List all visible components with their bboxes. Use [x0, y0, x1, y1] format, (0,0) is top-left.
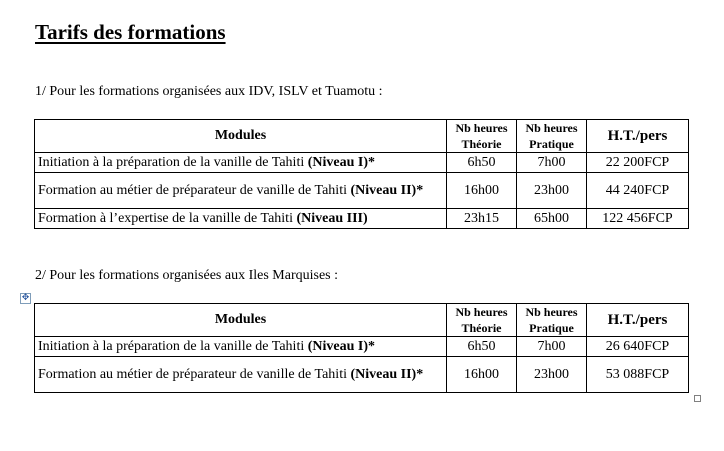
table-row [35, 357, 689, 393]
price-cell: 22 200FCP [587, 153, 689, 173]
price-cell: 44 240FCP [587, 173, 689, 209]
module-cell [35, 173, 447, 209]
module-level: (Niveau III) [296, 210, 368, 226]
table-header-row [35, 120, 689, 153]
column-header-theorie [447, 304, 517, 337]
theorie-hours: 16h00 [447, 357, 517, 393]
column-header-theorie-line2: Théorie [461, 137, 502, 151]
table-row [35, 173, 689, 209]
module-level: (Niveau I)* [307, 338, 375, 354]
column-header-pratique-line1: Nb heures [525, 305, 578, 319]
module-name: Initiation à la préparation de la vanille de Tahiti [38, 154, 308, 170]
pratique-hours: 7h00 [517, 337, 587, 357]
column-header-pratique-line2: Pratique [529, 321, 574, 335]
module-name: Initiation à la préparation de la vanille de Tahiti [38, 338, 308, 354]
section-heading-idv: 1/ Pour les formations organisées aux IDV, ISLV et Tuamotu : [35, 84, 383, 99]
theorie-hours: 6h50 [447, 153, 517, 173]
pratique-hours: 23h00 [517, 173, 587, 209]
module-level: (Niveau I)* [307, 154, 375, 170]
pratique-hours: 65h00 [517, 209, 587, 229]
module-cell [35, 357, 447, 393]
module-cell [35, 209, 447, 229]
theorie-hours: 16h00 [447, 173, 517, 209]
column-header-pratique-line2: Pratique [529, 137, 574, 151]
pratique-hours: 7h00 [517, 153, 587, 173]
module-level: (Niveau II)* [350, 182, 424, 198]
column-header-pratique [517, 304, 587, 337]
column-header-price: H.T./pers [587, 120, 689, 153]
pricing-table-idv [34, 119, 689, 229]
module-level: (Niveau II)* [350, 366, 424, 382]
module-name: Formation à l’expertise de la vanille de Tahiti [38, 210, 297, 226]
column-header-modules: Modules [35, 120, 447, 153]
move-arrows-icon[interactable]: ✥ [21, 293, 30, 303]
module-cell [35, 153, 447, 173]
section-heading-marquises: 2/ Pour les formations organisées aux Iles Marquises : [35, 268, 339, 283]
module-cell [35, 337, 447, 357]
pricing-table-marquises [34, 303, 689, 393]
column-header-theorie-line1: Nb heures [455, 121, 508, 135]
pratique-hours: 23h00 [517, 357, 587, 393]
column-header-theorie-line1: Nb heures [455, 305, 508, 319]
theorie-hours: 6h50 [447, 337, 517, 357]
column-header-price: H.T./pers [587, 304, 689, 337]
module-name: Formation au métier de préparateur de vanille de Tahiti [38, 182, 351, 198]
column-header-pratique-line1: Nb heures [525, 121, 578, 135]
table-row [35, 337, 689, 357]
table-header-row [35, 304, 689, 337]
column-header-pratique [517, 120, 587, 153]
table-row [35, 209, 689, 229]
price-cell: 26 640FCP [587, 337, 689, 357]
column-header-theorie-line2: Théorie [461, 321, 502, 335]
price-cell: 53 088FCP [587, 357, 689, 393]
theorie-hours: 23h15 [447, 209, 517, 229]
table-row [35, 153, 689, 173]
module-name: Formation au métier de préparateur de vanille de Tahiti [38, 366, 351, 382]
price-cell: 122 456FCP [587, 209, 689, 229]
column-header-theorie [447, 120, 517, 153]
column-header-modules: Modules [35, 304, 447, 337]
page-title: Tarifs des formations [35, 20, 226, 44]
resize-square-icon[interactable] [694, 395, 701, 402]
